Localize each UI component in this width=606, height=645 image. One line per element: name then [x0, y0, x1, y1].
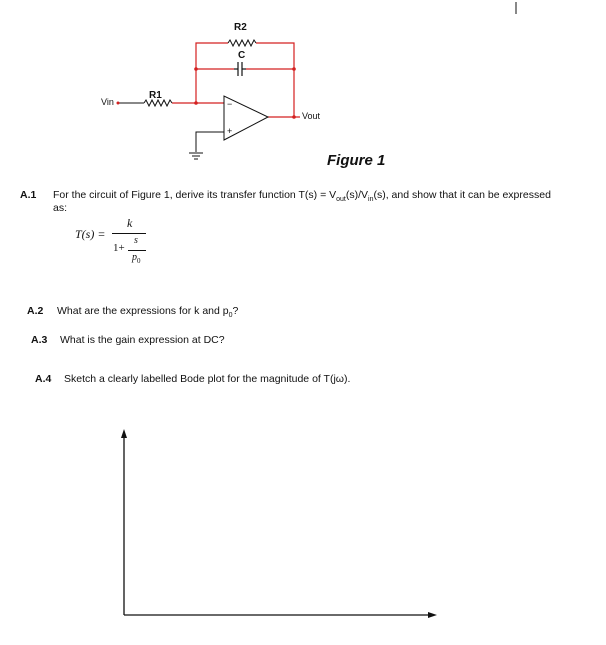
formula-inner-fraction-bar [128, 250, 146, 251]
bode-plot-axes [121, 429, 437, 618]
figure-caption: Figure 1 [327, 152, 386, 169]
junction-dot [292, 115, 296, 119]
question-number-a1: A.1 [20, 189, 37, 201]
a1-sub-out: out [336, 196, 346, 204]
a1-sub-in: in [368, 196, 374, 204]
a2-sub: 0 [228, 312, 233, 320]
question-a4-text: Sketch a clearly labelled Bode plot for the magnitude of T(jω). [64, 373, 351, 385]
r1-label: R1 [149, 90, 162, 101]
question-number-a3: A.3 [31, 334, 48, 346]
question-a2-text [57, 305, 238, 319]
vin-label: Vin [101, 97, 114, 107]
junction-dot [292, 67, 296, 71]
a1-text-pre: For the circuit of Figure 1, derive its transfer function T(s) = V [53, 189, 337, 201]
formula-inner-denominator [132, 252, 141, 265]
formula-numerator: k [127, 216, 133, 230]
formula-main-fraction-bar [112, 233, 146, 234]
ground-icon [189, 153, 203, 159]
noninverting-input-sign: + [227, 126, 233, 136]
junction-dot [194, 67, 198, 71]
a1-text-post: (s), and show that it can be expressed [373, 189, 551, 201]
question-a1-line2: as: [53, 202, 68, 214]
a1-text-mid: (s)/V [345, 189, 369, 201]
question-a1-text [53, 189, 551, 203]
r2-resistor [228, 40, 256, 46]
ground-wire [196, 132, 224, 152]
junction-dot [194, 101, 198, 105]
question-number-a4: A.4 [35, 373, 52, 385]
c-label: C [238, 50, 246, 61]
formula-p: p [132, 252, 137, 263]
r2-label: R2 [234, 22, 247, 33]
question-a3-text: What is the gain expression at DC? [60, 334, 225, 346]
formula-p-sub: 0 [137, 257, 141, 265]
question-number-a2: A.2 [27, 305, 44, 317]
a2-text-post: ? [232, 305, 239, 317]
a2-text-pre: What are the expressions for k and p [57, 305, 229, 317]
formula-lhs: T(s) = [75, 227, 106, 241]
vout-label: Vout [302, 111, 321, 121]
capacitor [234, 62, 246, 76]
vin-terminal [117, 102, 120, 105]
formula-one-plus: 1+ [113, 242, 125, 254]
formula-inner-numerator: s [134, 235, 138, 246]
inverting-input-sign: − [227, 99, 233, 109]
